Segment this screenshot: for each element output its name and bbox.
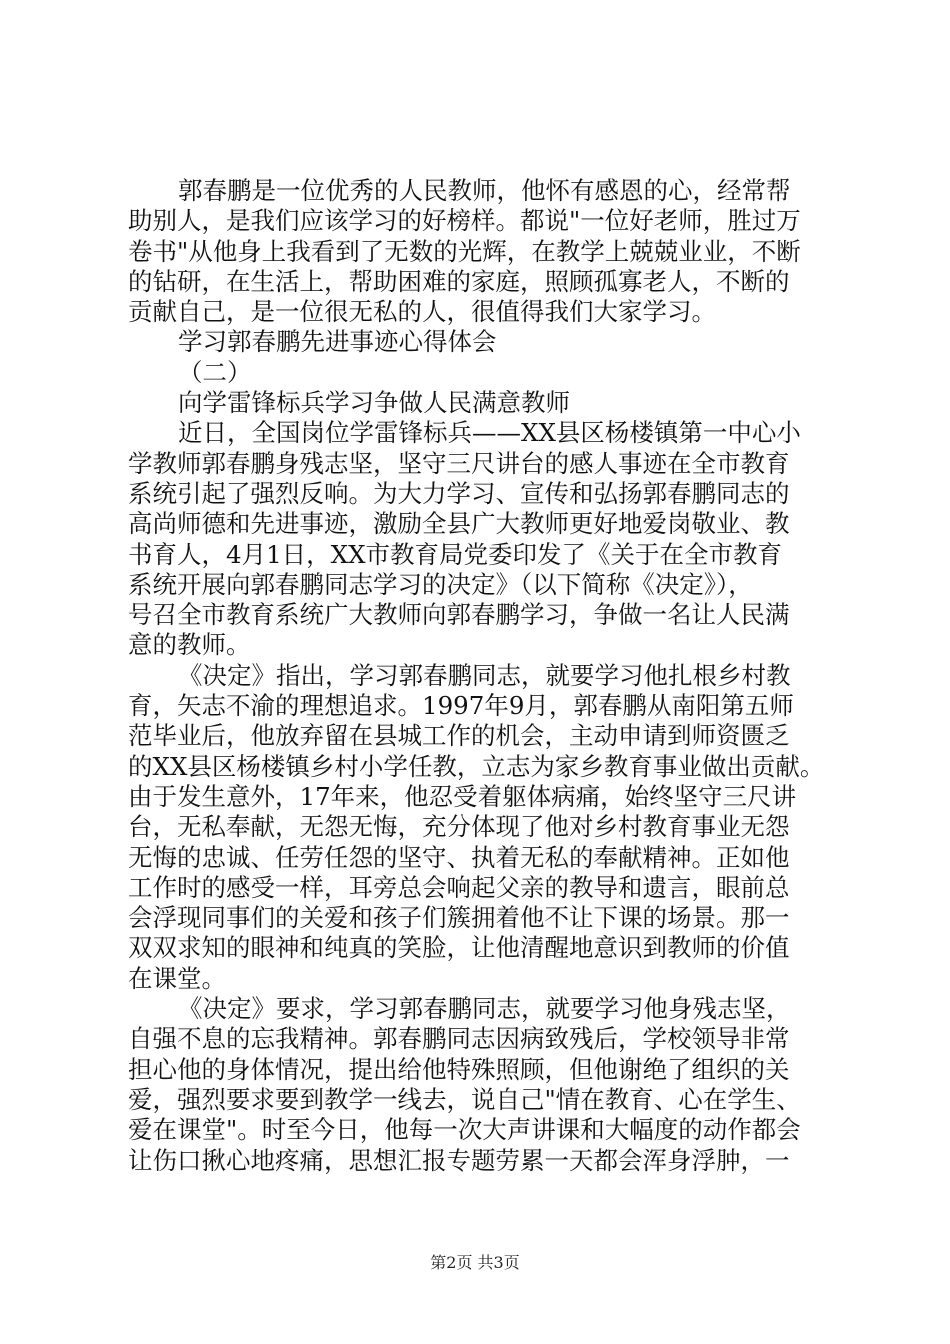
- section-number: （二）: [178, 357, 252, 387]
- paragraph-line: 近日，全国岗位学雷锋标兵——XX县区杨楼镇第一中心小: [178, 418, 801, 448]
- paragraph-line: 让伤口揪心地疼痛，思想汇报专题劳累一天都会浑身浮肿，一: [128, 1145, 790, 1175]
- page-footer: [0, 1250, 950, 1273]
- paragraph-line: 台，无私奉献，无怨无悔，充分体现了他对乡村教育事业无怨: [128, 812, 790, 842]
- paragraph-line: 在课堂。: [128, 963, 226, 993]
- paragraph-line: 贡献自己，是一位很无私的人，很值得我们大家学习。: [128, 297, 716, 327]
- section-heading: 学习郭春鹏先进事迹心得体会: [178, 327, 497, 357]
- paragraph-line: 爱在课堂"。时至今日，他每一次大声讲课和大幅度的动作都会: [128, 1115, 801, 1145]
- paragraph-line: 学教师郭春鹏身残志坚，坚守三尺讲台的感人事迹在全市教育: [128, 448, 790, 478]
- paragraph-line: 意的教师。: [128, 630, 251, 660]
- paragraph-line: 育，矢志不渝的理想追求。1997年9月，郭春鹏从南阳第五师: [128, 691, 794, 721]
- paragraph-line: 范毕业后，他放弃留在县城工作的机会，主动申请到师资匮乏: [128, 721, 790, 751]
- paragraph-line: 《决定》指出，学习郭春鹏同志，就要学习他扎根乡村教: [178, 660, 791, 690]
- paragraph-line: 的XX县区杨楼镇乡村小学任教，立志为家乡教育事业做出贡献。: [128, 751, 825, 781]
- paragraph-line: 《决定》要求，学习郭春鹏同志，就要学习他身残志坚，: [178, 994, 791, 1024]
- paragraph-line: 无悔的忠诚、任劳任怨的坚守、执着无私的奉献精神。正如他: [128, 842, 790, 872]
- paragraph-line: 双双求知的眼神和纯真的笑脸，让他清醒地意识到教师的价值: [128, 933, 790, 963]
- paragraph-line: 由于发生意外，17年来，他忍受着躯体病痛，始终坚守三尺讲: [128, 781, 797, 811]
- paragraph-line: 系统开展向郭春鹏同志学习的决定》（以下简称《决定》），: [128, 569, 753, 599]
- page-number-label: 第2页 共3页: [430, 1253, 520, 1272]
- paragraph-line: 自强不息的忘我精神。郭春鹏同志因病致残后，学校领导非常: [128, 1024, 790, 1054]
- paragraph-line: 爱，强烈要求要到教学一线去，说自己"情在教育、心在学生、: [128, 1084, 801, 1114]
- paragraph-line: 担心他的身体情况，提出给他特殊照顾，但他谢绝了组织的关: [128, 1054, 790, 1084]
- paragraph-line: 工作时的感受一样，耳旁总会响起父亲的教导和遗言，眼前总: [128, 872, 790, 902]
- paragraph-line: 郭春鹏是一位优秀的人民教师，他怀有感恩的心，经常帮: [178, 176, 791, 205]
- paragraph-line: 书育人，4月1日，XX市教育局党委印发了《关于在全市教育: [128, 539, 783, 569]
- article-title: 向学雷锋标兵学习争做人民满意教师: [178, 388, 570, 418]
- paragraph-line: 会浮现同事们的关爱和孩子们簇拥着他不让下课的场景。那一: [128, 903, 790, 933]
- paragraph-line: 卷书"从他身上我看到了无数的光辉，在教学上兢兢业业，不断: [128, 236, 801, 266]
- paragraph-line: 系统引起了强烈反响。为大力学习、宣传和弘扬郭春鹏同志的: [128, 478, 790, 508]
- document-body: [128, 176, 834, 1176]
- paragraph-line: 号召全市教育系统广大教师向郭春鹏学习，争做一名让人民满: [128, 600, 790, 630]
- paragraph-line: 高尚师德和先进事迹，激励全县广大教师更好地爱岗敬业、教: [128, 509, 790, 539]
- paragraph-line: 助别人，是我们应该学习的好榜样。都说"一位好老师，胜过万: [128, 206, 801, 236]
- paragraph-line: 的钻研，在生活上，帮助困难的家庭，照顾孤寡老人，不断的: [128, 266, 790, 296]
